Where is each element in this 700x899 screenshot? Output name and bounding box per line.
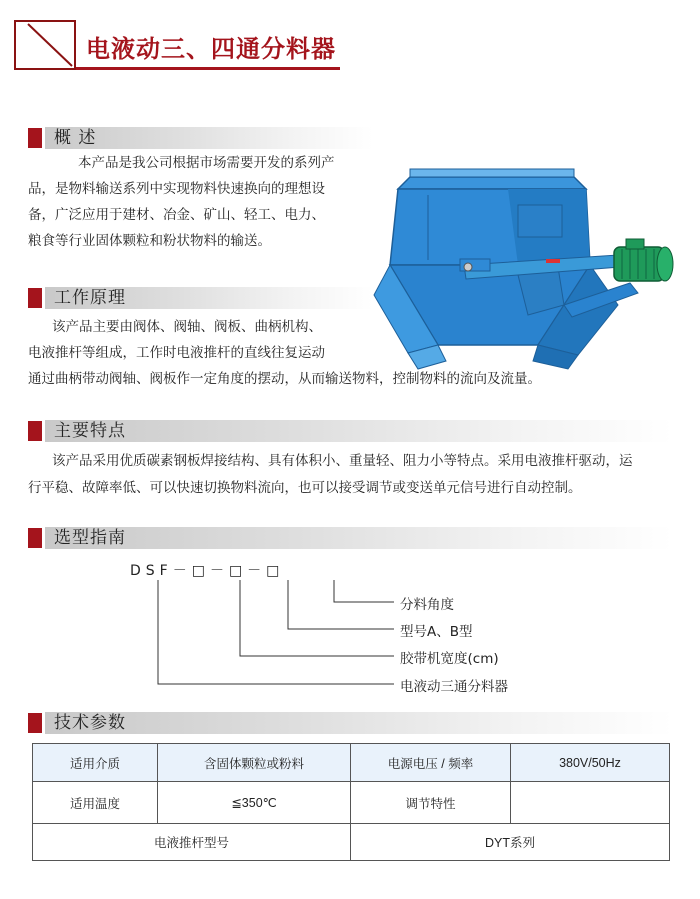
overview-line-2: 品，是物料输送系列中实现物料快速换向的理想设 [28, 181, 325, 197]
section-title-features: 主要特点 [54, 421, 126, 441]
overview-line-4: 粮食等行业固体颗粒和粉状物料的输送。 [28, 233, 271, 249]
table-row [33, 824, 670, 861]
section-header-selection [28, 527, 673, 549]
page-title: 电液动三、四通分料器 [86, 35, 336, 63]
section-bar [45, 712, 673, 734]
section-marker [28, 713, 42, 733]
overview-line-3: 备，广泛应用于建材、冶金、矿山、轻工、电力、 [28, 207, 325, 223]
title-block [14, 20, 340, 70]
table-row [33, 744, 670, 782]
principle-line-3: 通过曲柄带动阀轴、阀板作一定角度的摆动，从而输送物料，控制物料的流向及流量。 [28, 371, 541, 387]
section-title-selection: 选型指南 [54, 528, 126, 548]
table-cell: 适用温度 [33, 782, 158, 824]
principle-line-1: 该产品主要由阀体、阀轴、阀板、曲柄机构、 [52, 319, 322, 335]
table-cell: 380V/50Hz [511, 744, 670, 782]
table-cell: 含固体颗粒或粉料 [158, 744, 351, 782]
section-title-principle: 工作原理 [54, 288, 126, 308]
table-cell: 电源电压 / 频率 [351, 744, 511, 782]
section-marker [28, 128, 42, 148]
title-logo-box [14, 20, 76, 70]
params-table [32, 743, 670, 861]
table-cell: 适用介质 [33, 744, 158, 782]
diagonal-slash-icon [16, 22, 74, 68]
product-image [368, 155, 690, 387]
principle-line-2: 电液推杆等组成，工作时电液推杆的直线往复运动 [28, 345, 325, 361]
table-cell [511, 782, 670, 824]
features-line-2: 行平稳、故障率低、可以快速切换物料流向，也可以接受调节或变送单元信号进行自动控制。 [28, 480, 582, 496]
section-marker [28, 421, 42, 441]
table-row [33, 782, 670, 824]
section-marker [28, 528, 42, 548]
section-header-params [28, 712, 673, 734]
model-label-belt-width: 胶带机宽度(cm) [400, 651, 499, 667]
model-label-type: 型号A、B型 [400, 624, 473, 640]
model-label-product: 电液动三通分料器 [400, 679, 508, 695]
section-bar [45, 420, 673, 442]
overview-line-1: 本产品是我公司根据市场需要开发的系列产 [78, 155, 335, 171]
section-bar [45, 527, 673, 549]
model-label-angle: 分料角度 [400, 597, 454, 613]
model-code: DSF－□－□－□ [130, 563, 285, 579]
section-header-overview [28, 127, 373, 149]
table-cell: DYT系列 [351, 824, 670, 861]
section-header-features [28, 420, 673, 442]
title-underline [76, 67, 340, 70]
section-title-params: 技术参数 [54, 713, 126, 733]
table-cell: 电液推杆型号 [33, 824, 351, 861]
section-title-overview: 概 述 [54, 128, 97, 148]
table-cell: ≦350℃ [158, 782, 351, 824]
model-diagram-lines [120, 560, 420, 700]
section-marker [28, 288, 42, 308]
table-cell: 调节特性 [351, 782, 511, 824]
features-line-1: 该产品采用优质碳素钢板焊接结构、具有体积小、重量轻、阻力小等特点。采用电液推杆驱动，运 [52, 453, 633, 469]
section-header-principle [28, 287, 373, 309]
